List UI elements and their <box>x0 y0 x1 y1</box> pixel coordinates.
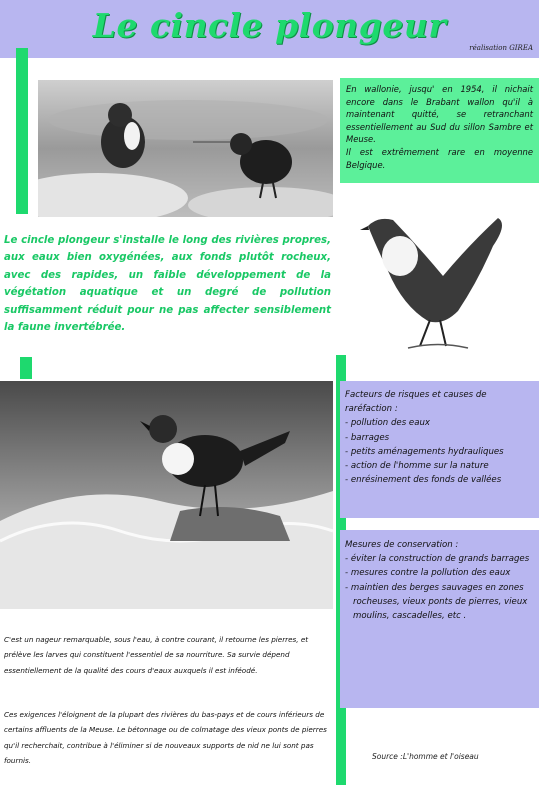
accent-bar-left-top <box>16 48 28 214</box>
risks-list <box>345 416 534 487</box>
risk-item: - action de l'homme sur la nature <box>345 459 534 473</box>
risk-item: - petits aménagements hydrauliques <box>345 445 534 459</box>
photo-dipper-rock <box>0 381 333 609</box>
dipper-illustration <box>358 206 518 356</box>
conservation-item: - mesures contre la pollution des eaux <box>345 566 534 580</box>
conservation-item: - maintien des berges sauvages en zones rocheuses, vieux ponts de pierres, vieux moulins, cascadelles, etc . <box>345 581 534 624</box>
conservation-item: - éviter la construction de grands barrages <box>345 552 534 566</box>
risk-item: - barrages <box>345 431 534 445</box>
paragraph-swimmer: C'est un nageur remarquable, sous l'eau, à contre courant, il retourne les pierres, et prélève les larves qui constituent l'essentiel de sa nourriture. Sa survie dépend essentiellement de la qualité des cours d'eaux auxquels il est inféodé. <box>4 635 309 675</box>
conservation-title: Mesures de conservation : <box>345 540 459 550</box>
intro-text: Le cincle plongeur s'installe le long des rivières propres, aux eaux bien oxygénées, aux fonds plutôt rocheux, avec des rapides, un faible développement de la végétation aquatique et un degré de pollution suffisamment réduit pour ne pas affecter sensiblement la faune invertébrée. <box>4 235 331 334</box>
source-label: Source :L'homme et l'oiseau <box>372 752 479 761</box>
conservation-list <box>345 552 534 623</box>
risk-item: - enrésinement des fonds de vallées <box>345 473 534 487</box>
accent-bar-left-mid <box>20 357 32 379</box>
wallonia-info-box <box>340 78 539 183</box>
photo-two-dippers <box>38 80 333 217</box>
paragraph-requirements: Ces exigences l'éloignent de la plupart des rivières du bas-pays et de cours inférieurs de certains affluents de la Meuse. Le bétonnage ou de colmatage des vieux ponts de pierres qu'il recherchait, contribue à l'éliminer si de nouveaux supports de nid ne lui sont pas fournis. <box>4 710 327 766</box>
risks-box <box>340 381 539 518</box>
page-title: Le cincle plongeur <box>92 6 447 45</box>
risk-item: - pollution des eaux <box>345 416 534 430</box>
conservation-box <box>340 530 539 708</box>
credit-label: réalisation GIREA <box>469 44 533 52</box>
risks-title: Facteurs de risques et causes de raréfaction : <box>345 390 487 415</box>
wallonia-text: En wallonie, jusqu' en 1954, il nichait encore dans le Brabant wallon qu'il à maintenant quitté, se retranchant essentiellement au Sud du sillon Sambre et Meuse. Il est extrêmement rare en moyenne Belgique. <box>346 84 533 170</box>
